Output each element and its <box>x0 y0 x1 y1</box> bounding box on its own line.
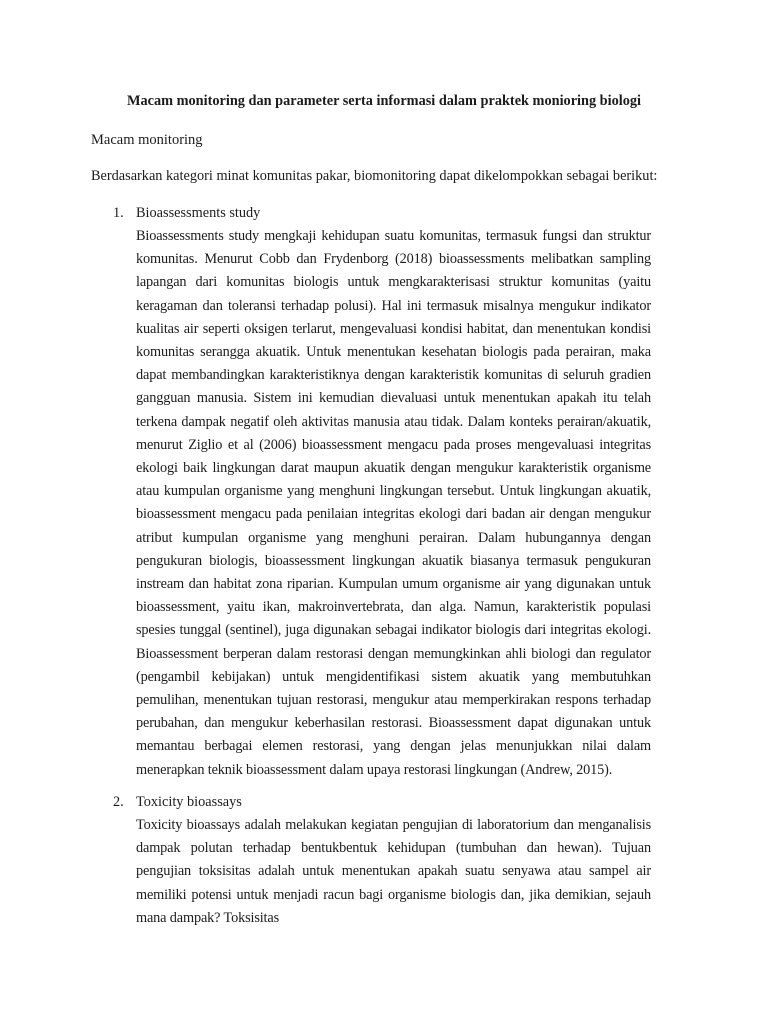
list-item-number: 2. <box>113 794 124 810</box>
intro-paragraph: Berdasarkan kategori minat komunitas pakar, biomonitoring dapat dikelompokkan sebagai berikut: <box>91 168 658 184</box>
list-item-header <box>91 202 651 224</box>
document-title: Macam monitoring dan parameter serta informasi dalam praktek monioring biologi <box>127 93 641 109</box>
list-item-title: Bioassessments study <box>136 205 261 221</box>
list-item-header <box>91 791 651 813</box>
list-item-body: Toxicity bioassays adalah melakukan kegiatan pengujian di laboratorium dan menganalisis dampak polutan terhadap bentukbentuk kehidupan (tumbuhan dan hewan). Tujuan pengujian toksisitas adalah untuk menentukan apakah suatu senyawa atau sampel air memiliki potensi untuk menjadi racun bagi organisme biologis dan, jika demikian, sejauh mana dampak? Toksisitas <box>136 817 651 926</box>
list-item-number: 1. <box>113 205 124 221</box>
list-item-toxicity-bioassays <box>91 791 651 930</box>
section-heading: Macam monitoring <box>91 132 203 148</box>
list-item-body: Bioassessments study mengkaji kehidupan suatu komunitas, termasuk fungsi dan struktur komunitas. Menurut Cobb dan Frydenborg (2018) bioassessments melibatkan sampling lapangan dari komunitas biologis untuk mengkarakterisasi struktur komunitas (yaitu keragaman dan toleransi terhadap polusi). Hal ini termasuk misalnya mengukur indikator kualitas air seperti oksigen terlarut, mengevaluasi kondisi habitat, dan menentukan kondisi komunitas serangga akuatik. Untuk menentukan kesehatan biologis pada perairan, maka dapat membandingkan karakteristiknya dengan karakteristik komunitas di seluruh gradien gangguan manusia. Sistem ini kemudian dievaluasi untuk menentukan apakah itu telah terkena dampak negatif oleh aktivitas manusia atau tidak. Dalam konteks perairan/akuatik, menurut Ziglio et al (2006) bioassessment mengacu pada proses mengevaluasi integritas ekologi baik lingkungan darat maupun akuatik dengan mengukur karakteristik organisme atau kumpulan organisme yang menghuni lingkungan tersebut. Untuk lingkungan akuatik, bioassessment mengacu pada penilaian integritas ekologi dari badan air dengan mengukur atribut kumpulan organisme yang menghuni perairan. Dalam hubungannya dengan pengukuran biologis, bioassessment lingkungan akuatik biasanya termasuk pengukuran instream dan habitat zona riparian. Kumpulan umum organisme air yang digunakan untuk bioassessment, yaitu ikan, makroinvertebrata, dan alga. Namun, karakteristik populasi spesies tunggal (sentinel), juga digunakan sebagai indikator biologis dari integritas ekologi. Bioassessment berperan dalam restorasi dengan memungkinkan ahli biologi dan regulator (pengambil kebijakan) untuk mengidentifikasi sistem akuatik yang membutuhkan pemulihan, menentukan tujuan restorasi, mengukur atau memperkirakan respons terhadap perubahan, dan mengukur keberhasilan restorasi. Bioassessment dapat digunakan untuk memantau berbagai elemen restorasi, yang dengan jelas menunjukkan nilai dalam menerapkan teknik bioassessment dalam upaya restorasi lingkungan (Andrew, 2015). <box>136 228 651 778</box>
list-item-bioassessments <box>91 202 651 782</box>
list-item-title: Toxicity bioassays <box>136 794 242 810</box>
